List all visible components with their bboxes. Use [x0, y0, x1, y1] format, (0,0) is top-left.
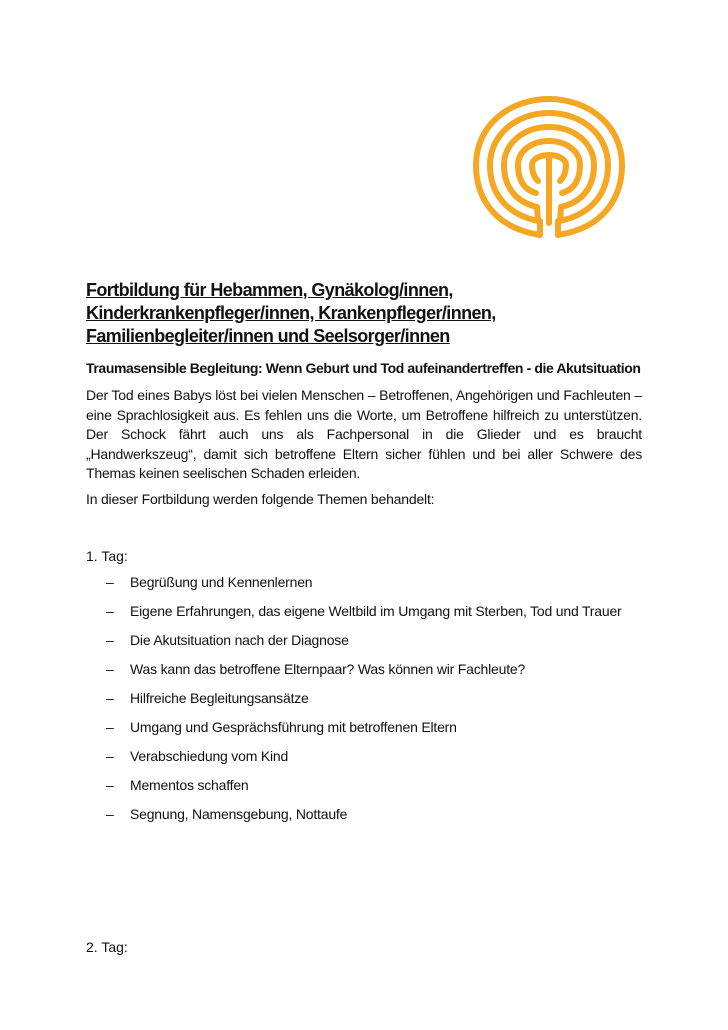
list-item	[86, 631, 626, 649]
list-item	[86, 747, 626, 765]
topic-text: Hilfreiche Begleitungsansätze	[130, 690, 309, 706]
dash-bullet: –	[106, 603, 114, 619]
topic-text: Die Akutsituation nach der Diagnose	[130, 632, 349, 648]
day-2-label: 2. Tag:	[86, 939, 128, 955]
dash-bullet: –	[106, 806, 114, 822]
topic-text: Was kann das betroffene Elternpaar? Was können wir Fachleute?	[130, 661, 526, 677]
list-item	[86, 660, 626, 678]
dash-bullet: –	[106, 574, 114, 590]
day-1-label: 1. Tag:	[86, 548, 128, 564]
topics-lead: In dieser Fortbildung werden folgende Themen behandelt:	[86, 491, 435, 507]
intro-paragraph: Der Tod eines Babys löst bei vielen Menschen – Betroffenen, Angehörigen und Fachleuten – eine Sprachlosigkeit aus. Es fehlen uns die Worte, um Betroffene hilfreich zu unterstützen. Der Schock fährt auch uns als Fachpersonal in die Glieder und es braucht „Handwerkszeug“, damit sich betroffene Eltern sicher fühlen und bei aller Schwere des Themas keinen seelischen Schaden erleiden.	[86, 387, 642, 481]
topic-text: Segnung, Namensgebung, Nottaufe	[130, 806, 348, 822]
list-item	[86, 776, 626, 794]
dash-bullet: –	[106, 748, 114, 764]
dash-bullet: –	[106, 661, 114, 677]
day-1-topic-list	[86, 573, 626, 834]
topic-text: Umgang und Gesprächsführung mit betroffenen Eltern	[130, 719, 457, 735]
topic-text: Verabschiedung vom Kind	[130, 748, 289, 764]
dash-bullet: –	[106, 690, 114, 706]
labyrinth-logo	[470, 93, 628, 243]
dash-bullet: –	[106, 777, 114, 793]
list-item	[86, 805, 626, 823]
list-item	[86, 573, 626, 591]
list-item	[86, 689, 626, 707]
document-title: Fortbildung für Hebammen, Gynäkolog/innen, Kinderkrankenpfleger/innen, Krankenpfleger/innen, Familienbegleiter/innen und Seelsorger/innen	[86, 280, 496, 346]
dash-bullet: –	[106, 632, 114, 648]
topic-text: Begrüßung und Kennenlernen	[130, 574, 313, 590]
topic-text: Mementos schaffen	[130, 777, 249, 793]
dash-bullet: –	[106, 719, 114, 735]
list-item	[86, 602, 626, 620]
course-subtitle: Traumasensible Begleitung: Wenn Geburt und Tod aufeinandertreffen - die Akutsituation	[86, 360, 641, 376]
topic-text: Eigene Erfahrungen, das eigene Weltbild im Umgang mit Sterben, Tod und Trauer	[130, 603, 622, 619]
list-item	[86, 718, 626, 736]
